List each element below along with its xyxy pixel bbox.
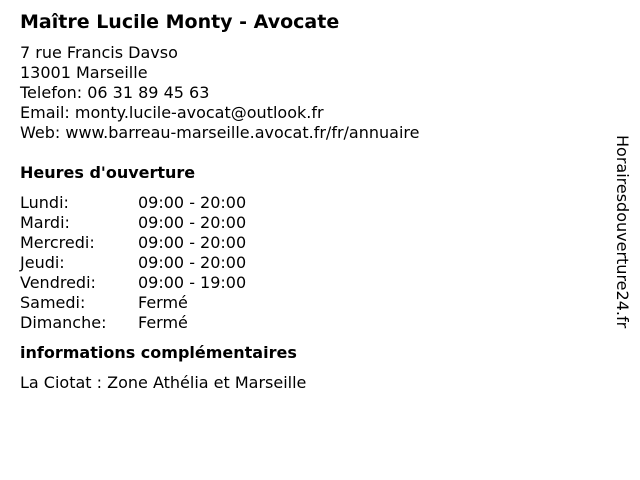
day-label: Lundi: [20,193,69,212]
phone-number: Telefon: 06 31 89 45 63 [20,83,210,102]
day-label: Vendredi: [20,273,96,292]
additional-info-text: La Ciotat : Zone Athélia et Marseille [20,373,307,392]
address-block [20,43,600,143]
page-title: Maître Lucile Monty - Avocate [20,11,340,33]
email-address: Email: monty.lucile-avocat@outlook.fr [20,103,324,122]
hours-row-wednesday [20,233,600,253]
day-hours: 09:00 - 20:00 [138,193,247,212]
opening-hours-heading: Heures d'ouverture [20,163,196,182]
day-hours: 09:00 - 20:00 [138,253,247,272]
day-hours: Fermé [138,293,188,312]
website-address: Web: www.barreau-marseille.avocat.fr/fr/annuaire [20,123,420,142]
hours-row-monday [20,193,600,213]
day-hours: 09:00 - 20:00 [138,233,247,252]
site-watermark: Horairesdouverture24.fr [613,135,632,329]
city-address: 13001 Marseille [20,63,148,82]
day-label: Mardi: [20,213,70,232]
hours-row-tuesday [20,213,600,233]
opening-hours-table [20,193,600,333]
hours-row-friday [20,273,600,293]
day-hours: Fermé [138,313,188,332]
additional-info-heading: informations complémentaires [20,343,297,362]
hours-row-saturday [20,293,600,313]
day-hours: 09:00 - 20:00 [138,213,247,232]
hours-row-sunday [20,313,600,333]
day-label: Mercredi: [20,233,95,252]
day-hours: 09:00 - 19:00 [138,273,247,292]
business-card [20,9,600,393]
hours-row-thursday [20,253,600,273]
street-address: 7 rue Francis Davso [20,43,178,62]
day-label: Samedi: [20,293,86,312]
day-label: Jeudi: [20,253,65,272]
day-label: Dimanche: [20,313,107,332]
